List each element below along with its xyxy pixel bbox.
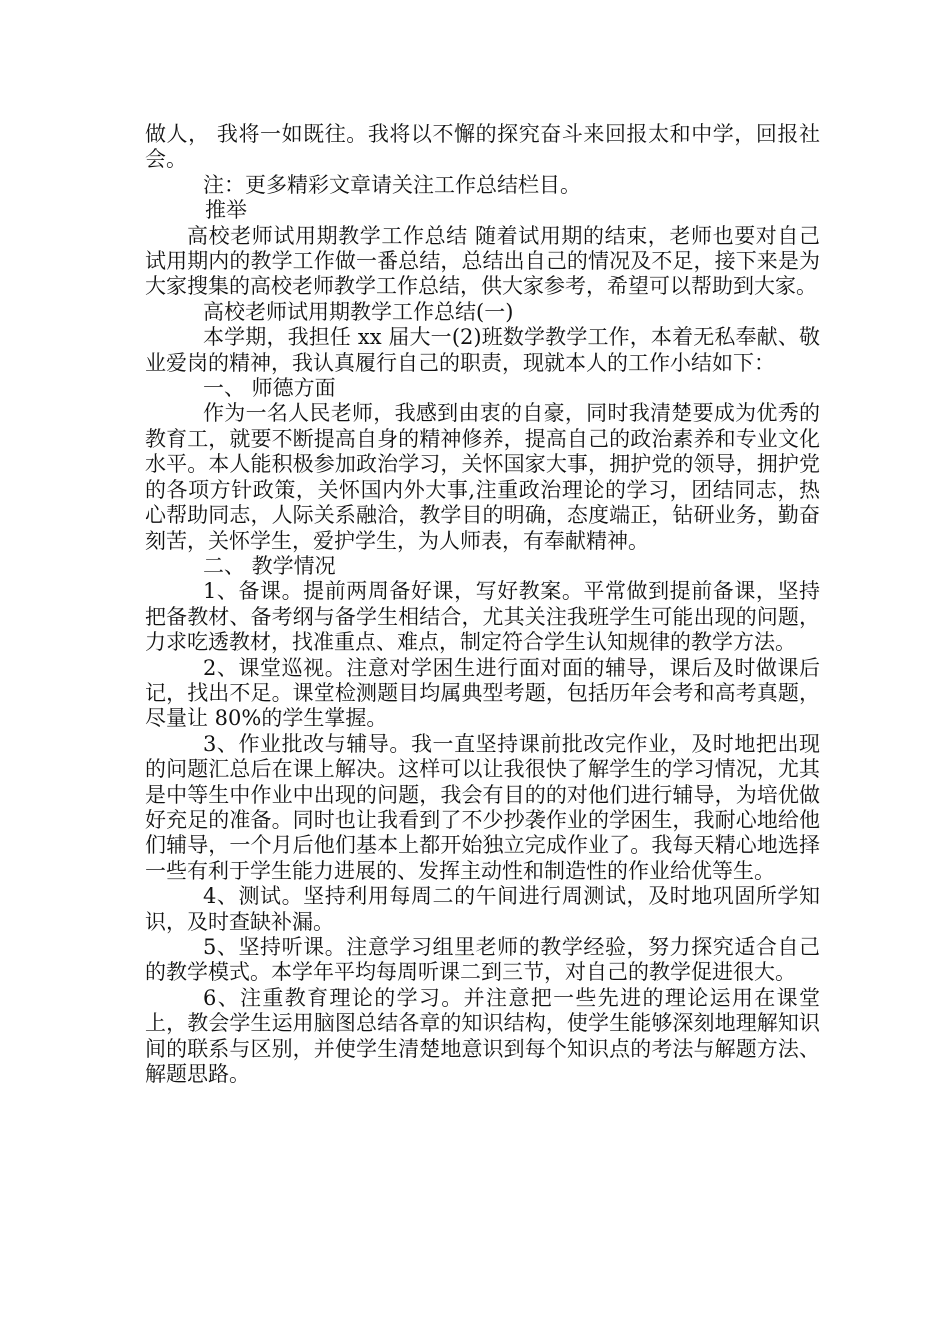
paragraph-item-4: 4、测试。坚持利用每周二的午间进行周测试，及时地巩固所学知识，及时查缺补漏。	[145, 884, 820, 934]
paragraph-item-2: 2、课堂巡视。注意对学困生进行面对面的辅导，课后及时做课后记，找出不足。课堂检测题目均属典型考题，包括历年会考和高考真题，尽量让 80%的学生掌握。	[145, 655, 820, 731]
paragraph-ethics: 作为一名人民老师，我感到由衷的自豪，同时我清楚要成为优秀的教育工，就要不断提高自身的精神修养，提高自己的政治素养和专业文化水平。本人能积极参加政治学习，关怀国家大事，拥护党的领导，拥护党的各项方针政策，关怀国内外大事,注重政治理论的学习，团结同志，热心帮助同志，人际关系融洽，教学目的明确，态度端正，钻研业务，勤奋刻苦，关怀学生，爱护学生，为人师表，有奉献精神。	[145, 401, 820, 553]
paragraph-item-1: 1、备课。提前两周备好课，写好教案。平常做到提前备课，坚持把备教材、备考纲与备学生相结合，尤其关注我班学生可能出现的问题，力求吃透教材，找准重点、难点，制定符合学生认知规律的教学方法。	[145, 579, 820, 655]
paragraph-closing: 做人， 我将一如既往。我将以不懈的探究奋斗来回报太和中学，回报社会。	[145, 122, 820, 172]
paragraph-item-6: 6、注重教育理论的学习。并注意把一些先进的理论运用在课堂上，教会学生运用脑图总结各章的知识结构，使学生能够深刻地理解知识间的联系与区别，并使学生清楚地意识到每个知识点的考法与解题方法、解题思路。	[145, 985, 820, 1087]
paragraph-item-5: 5、坚持听课。注意学习组里老师的教学经验，努力探究适合自己的教学模式。本学年平均每周听课二到三节，对自己的教学促进很大。	[145, 935, 820, 985]
paragraph-intro: 高校老师试用期教学工作总结 随着试用期的结束，老师也要对自己试用期内的教学工作做一番总结，总结出自己的情况及不足，接下来是为大家搜集的高校老师教学工作总结，供大家参考，希望可以帮助到大家。	[145, 223, 820, 299]
paragraph-item-3: 3、作业批改与辅导。我一直坚持课前批改完作业，及时地把出现的问题汇总后在课上解决。这样可以让我很快了解学生的学习情况，尤其是中等生中作业中出现的问题，我会有目的的对他们进行辅导，为培优做好充足的准备。同时也让我看到了不少抄袭作业的学困生，我耐心地给他们辅导，一个月后他们基本上都开始独立完成作业了。我每天精心地选择一些有利于学生能力进展的、发挥主动性和制造性的作业给优等生。	[145, 731, 820, 883]
paragraph-note: 注：更多精彩文章请关注工作总结栏目。	[203, 172, 581, 197]
section-title: 高校老师试用期教学工作总结(一)	[203, 299, 514, 324]
paragraph-recommend: 推举	[205, 198, 247, 223]
heading-teaching: 二、 教学情况	[203, 553, 336, 578]
document-body	[145, 122, 820, 1087]
paragraph-opening: 本学期，我担任 xx 届大一(2)班数学教学工作，本着无私奉献、敬业爱岗的精神，我认真履行自己的职责，现就本人的工作小结如下：	[145, 325, 820, 375]
heading-ethics: 一、 师德方面	[203, 376, 336, 401]
